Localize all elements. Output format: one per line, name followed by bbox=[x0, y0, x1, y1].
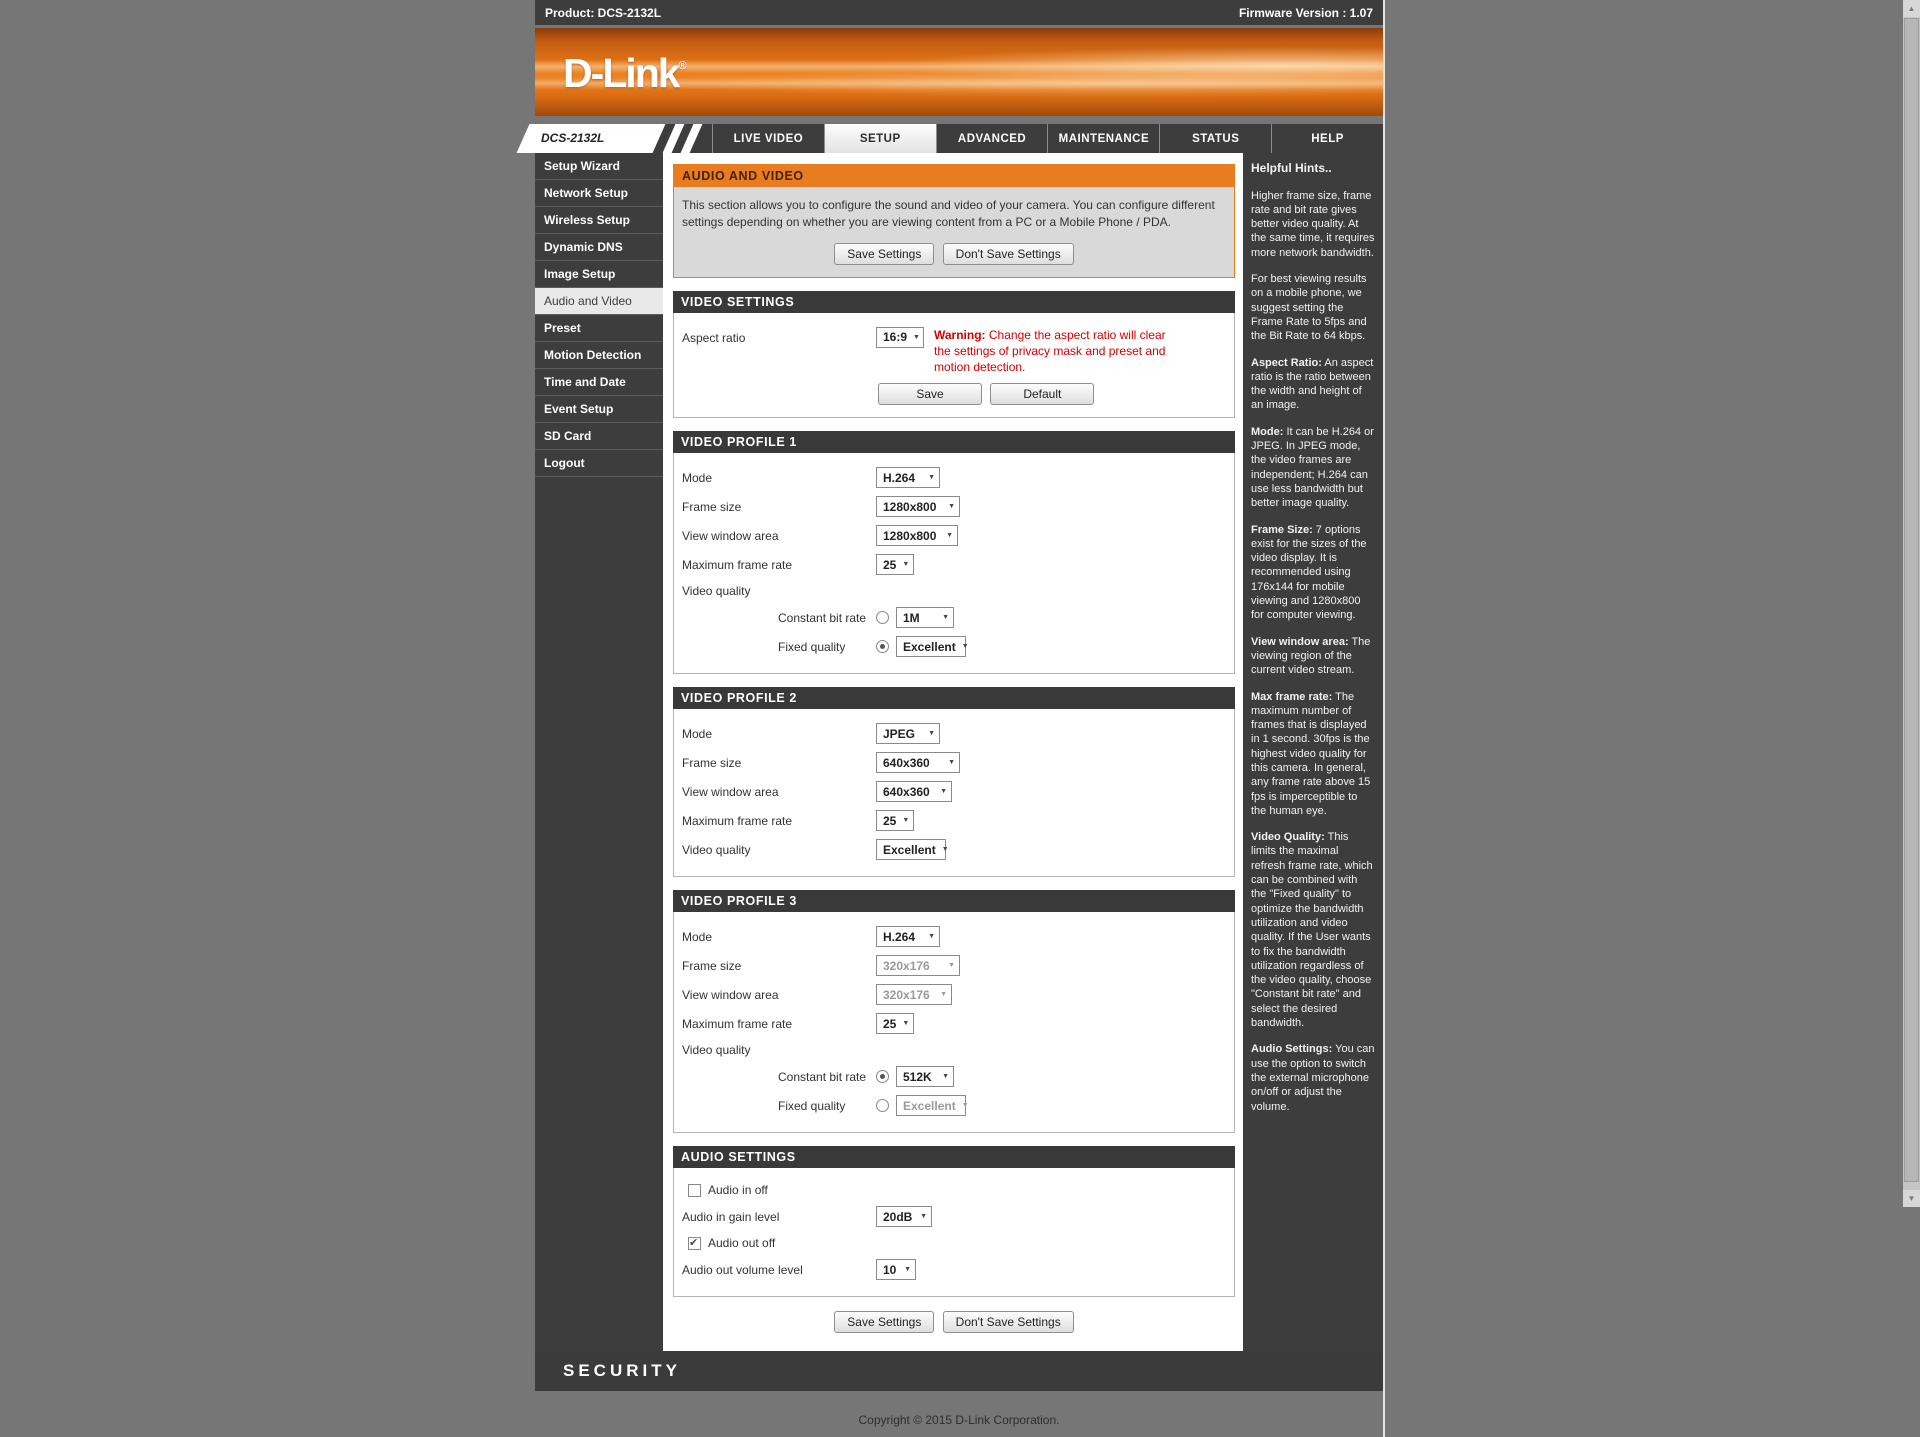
fixed-quality-value: Excellent bbox=[903, 1098, 956, 1113]
video-quality-row bbox=[680, 1038, 1228, 1062]
video-quality-label: Video quality bbox=[682, 842, 751, 857]
view-window-value: 1280x800 bbox=[883, 528, 937, 543]
aspect-ratio-row bbox=[680, 323, 1228, 380]
video-profile-2-body bbox=[673, 709, 1235, 877]
max-frame-rate-label: Maximum frame rate bbox=[682, 557, 793, 572]
p3-constant-bit-rate-select[interactable] bbox=[896, 1066, 954, 1087]
main-area bbox=[535, 153, 1383, 1351]
dropdown-arrow-icon: ▼ bbox=[928, 474, 935, 482]
audio-in-gain-label: Audio in gain level bbox=[682, 1209, 780, 1224]
audio-in-off-label: Audio in off bbox=[708, 1183, 768, 1198]
view-window-row bbox=[680, 980, 1228, 1009]
video-quality-label: Video quality bbox=[682, 584, 751, 599]
warning-lead: Warning: bbox=[934, 327, 986, 342]
constant-bit-rate-row bbox=[680, 1062, 1228, 1091]
video-quality-row bbox=[680, 579, 1228, 603]
tab-advanced[interactable]: ADVANCED bbox=[936, 124, 1048, 153]
audio-out-volume-select[interactable] bbox=[876, 1259, 916, 1280]
section-title: VIDEO SETTINGS bbox=[673, 291, 1235, 313]
hint-text: For best viewing results on a mobile phone, we suggest setting the Frame Rate to 5fps and the Bit Rate to 64 kbps. bbox=[1251, 273, 1367, 343]
view-window-value: 640x360 bbox=[883, 784, 930, 799]
fixed-quality-row bbox=[680, 632, 1228, 661]
audio-in-gain-row bbox=[680, 1202, 1228, 1231]
hint-text: The viewing region of the current video stream. bbox=[1251, 635, 1371, 677]
sidebar-menu bbox=[535, 153, 663, 1351]
vertical-scrollbar[interactable] bbox=[1903, 0, 1920, 1207]
dropdown-arrow-icon: ▼ bbox=[961, 643, 969, 651]
model-zone bbox=[535, 124, 712, 153]
p3-constant-bit-rate-radio[interactable] bbox=[876, 1070, 889, 1083]
hint-paragraph bbox=[1251, 635, 1375, 678]
sidebar-item-time-and-date[interactable]: Time and Date bbox=[535, 369, 663, 396]
p1-constant-bit-rate-select[interactable] bbox=[896, 607, 954, 628]
main-nav bbox=[535, 124, 1383, 153]
audio-out-off-checkbox[interactable] bbox=[688, 1237, 701, 1250]
hint-paragraph bbox=[1251, 690, 1375, 819]
model-name: DCS-2132L bbox=[541, 131, 605, 145]
audio-out-volume-label: Audio out volume level bbox=[682, 1262, 803, 1277]
dropdown-arrow-icon: ▼ bbox=[902, 817, 910, 825]
fixed-quality-value: Excellent bbox=[903, 639, 956, 654]
mode-label: Mode bbox=[682, 470, 713, 485]
fixed-quality-label: Fixed quality bbox=[778, 639, 846, 654]
mode-value: JPEG bbox=[883, 726, 916, 741]
p1-max-frame-rate-select[interactable] bbox=[876, 554, 914, 575]
stripe-decor bbox=[681, 124, 703, 153]
section-title: VIDEO PROFILE 3 bbox=[673, 890, 1235, 912]
p1-fixed-quality-select[interactable] bbox=[896, 636, 969, 657]
intro-buttons bbox=[682, 243, 1226, 265]
sidebar-item-wireless-setup[interactable]: Wireless Setup bbox=[535, 207, 663, 234]
sidebar-item-audio-and-video[interactable]: Audio and Video bbox=[535, 288, 663, 315]
p3-view-window-select[interactable] bbox=[876, 984, 952, 1005]
constant-bit-rate-label: Constant bit rate bbox=[778, 610, 867, 625]
view-window-label: View window area bbox=[682, 987, 779, 1002]
video-profile-1-body bbox=[673, 453, 1235, 674]
dropdown-arrow-icon: ▼ bbox=[920, 1213, 927, 1221]
tab-status[interactable]: STATUS bbox=[1159, 124, 1271, 153]
audio-out-off-row bbox=[680, 1231, 1228, 1255]
helpful-hints-panel bbox=[1243, 153, 1383, 1351]
gain-value: 20dB bbox=[883, 1209, 913, 1224]
title-bar bbox=[535, 0, 1383, 25]
footer-bar bbox=[535, 1351, 1383, 1391]
audio-out-volume-row bbox=[680, 1255, 1228, 1284]
p1-constant-bit-rate-radio[interactable] bbox=[876, 611, 889, 624]
constant-bit-rate-value: 512K bbox=[903, 1069, 932, 1084]
hint-lead: View window area: bbox=[1251, 635, 1349, 648]
section-video-profile-2 bbox=[673, 687, 1235, 877]
constant-bit-rate-label: Constant bit rate bbox=[778, 1069, 867, 1084]
sidebar-item-preset[interactable]: Preset bbox=[535, 315, 663, 342]
aspect-ratio-select[interactable] bbox=[876, 327, 924, 348]
audio-in-off-checkbox[interactable] bbox=[688, 1184, 701, 1197]
constant-bit-rate-value: 1M bbox=[903, 610, 920, 625]
scroll-up-arrow-icon[interactable]: ▲ bbox=[1903, 0, 1920, 17]
mode-row bbox=[680, 463, 1228, 492]
scrollbar-thumb[interactable] bbox=[1904, 18, 1919, 1182]
max-frame-rate-row bbox=[680, 1009, 1228, 1038]
hint-paragraph bbox=[1251, 1042, 1375, 1113]
hint-lead: Mode: bbox=[1251, 425, 1284, 438]
dropdown-arrow-icon: ▼ bbox=[941, 846, 949, 854]
dlink-logo bbox=[563, 50, 687, 97]
aspect-default-button[interactable]: Default bbox=[990, 383, 1094, 405]
p1-frame-size-select[interactable] bbox=[876, 496, 960, 517]
bottom-save-settings-button[interactable]: Save Settings bbox=[834, 1311, 934, 1333]
dont-save-settings-button[interactable]: Don't Save Settings bbox=[943, 243, 1074, 265]
frame-size-row bbox=[680, 951, 1228, 980]
hint-lead: Video Quality: bbox=[1251, 831, 1325, 844]
save-settings-button[interactable]: Save Settings bbox=[834, 243, 934, 265]
p3-frame-size-select[interactable] bbox=[876, 955, 960, 976]
video-quality-row bbox=[680, 835, 1228, 864]
dropdown-arrow-icon: ▼ bbox=[961, 1102, 969, 1110]
sidebar-item-logout[interactable]: Logout bbox=[535, 450, 663, 477]
hint-text: It can be H.264 or JPEG. In JPEG mode, the video frames are independent; H.264 can use less bandwidth but better image quality. bbox=[1251, 425, 1374, 510]
hint-paragraph bbox=[1251, 189, 1375, 260]
frame-size-row bbox=[680, 492, 1228, 521]
dropdown-arrow-icon: ▼ bbox=[942, 614, 949, 622]
firmware-label: Firmware Version : 1.07 bbox=[1238, 5, 1373, 20]
dropdown-arrow-icon: ▼ bbox=[928, 933, 935, 941]
p1-fixed-quality-radio[interactable] bbox=[876, 640, 889, 653]
video-settings-buttons bbox=[680, 383, 1228, 405]
view-window-row bbox=[680, 521, 1228, 550]
p1-view-window-select[interactable] bbox=[876, 525, 958, 546]
hint-lead: Max frame rate: bbox=[1251, 690, 1333, 703]
mode-label: Mode bbox=[682, 726, 713, 741]
constant-bit-rate-row bbox=[680, 603, 1228, 632]
max-frame-rate-row bbox=[680, 806, 1228, 835]
sidebar-item-dynamic-dns[interactable]: Dynamic DNS bbox=[535, 234, 663, 261]
dropdown-arrow-icon: ▼ bbox=[946, 532, 953, 540]
max-frame-rate-value: 25 bbox=[883, 1016, 897, 1031]
sidebar-item-network-setup[interactable]: Network Setup bbox=[535, 180, 663, 207]
tab-live-video[interactable]: LIVE VIDEO bbox=[712, 124, 824, 153]
dropdown-arrow-icon: ▼ bbox=[948, 503, 955, 511]
p2-video-quality-select[interactable] bbox=[876, 839, 949, 860]
max-frame-rate-label: Maximum frame rate bbox=[682, 813, 793, 828]
hints-title: Helpful Hints.. bbox=[1251, 161, 1332, 175]
max-frame-rate-label: Maximum frame rate bbox=[682, 1016, 793, 1031]
sidebar-item-event-setup[interactable]: Event Setup bbox=[535, 396, 663, 423]
section-audio-settings bbox=[673, 1146, 1235, 1297]
tab-maintenance[interactable]: MAINTENANCE bbox=[1047, 124, 1159, 153]
frame-size-value: 320x176 bbox=[883, 958, 930, 973]
view-window-label: View window area bbox=[682, 784, 779, 799]
p3-mode-select[interactable] bbox=[876, 926, 940, 947]
sidebar-item-setup-wizard[interactable]: Setup Wizard bbox=[535, 153, 663, 180]
hint-lead: Aspect Ratio: bbox=[1251, 356, 1322, 369]
max-frame-rate-value: 25 bbox=[883, 557, 897, 572]
hint-text: 7 options exist for the sizes of the video display. It is recommended using 176x144 for mobile viewing and 1280x800 for computer viewing. bbox=[1251, 523, 1367, 622]
mode-row bbox=[680, 719, 1228, 748]
section-video-profile-1 bbox=[673, 431, 1235, 674]
sidebar-item-motion-detection[interactable]: Motion Detection bbox=[535, 342, 663, 369]
section-title: AUDIO AND VIDEO bbox=[674, 165, 1234, 187]
mode-value: H.264 bbox=[883, 470, 916, 485]
video-settings-body bbox=[673, 313, 1235, 419]
audio-settings-body bbox=[673, 1168, 1235, 1297]
frame-size-label: Frame size bbox=[682, 499, 742, 514]
p3-fixed-quality-radio[interactable] bbox=[876, 1099, 889, 1112]
hint-text: An aspect ratio is the ratio between the width and height of an image. bbox=[1251, 356, 1374, 412]
video-profile-3-body bbox=[673, 912, 1235, 1133]
bottom-dont-save-settings-button[interactable]: Don't Save Settings bbox=[943, 1311, 1074, 1333]
frame-size-label: Frame size bbox=[682, 755, 742, 770]
brand-banner bbox=[535, 28, 1383, 116]
aspect-save-button[interactable]: Save bbox=[878, 383, 982, 405]
section-video-profile-3 bbox=[673, 890, 1235, 1133]
security-label: SECURITY bbox=[563, 1361, 681, 1381]
volume-value: 10 bbox=[883, 1262, 897, 1277]
dropdown-arrow-icon: ▼ bbox=[928, 730, 935, 738]
aspect-ratio-value: 16:9 bbox=[883, 330, 908, 345]
copyright: Copyright © 2015 D-Link Corporation. bbox=[858, 1413, 1060, 1428]
section-audio-and-video bbox=[673, 164, 1235, 278]
aspect-ratio-label: Aspect ratio bbox=[682, 330, 746, 345]
view-window-value: 320x176 bbox=[883, 987, 930, 1002]
dropdown-arrow-icon: ▼ bbox=[902, 1020, 910, 1028]
intro-body bbox=[674, 187, 1234, 277]
view-window-row bbox=[680, 777, 1228, 806]
section-title: VIDEO PROFILE 1 bbox=[673, 431, 1235, 453]
bottom-buttons bbox=[673, 1311, 1235, 1333]
mode-label: Mode bbox=[682, 929, 713, 944]
view-window-label: View window area bbox=[682, 528, 779, 543]
sidebar-item-sd-card[interactable]: SD Card bbox=[535, 423, 663, 450]
audio-in-off-row bbox=[680, 1178, 1228, 1202]
logo-text: D-Link bbox=[563, 50, 679, 96]
audio-in-gain-select[interactable] bbox=[876, 1206, 932, 1227]
p1-mode-select[interactable] bbox=[876, 467, 940, 488]
dropdown-arrow-icon: ▼ bbox=[902, 561, 910, 569]
dropdown-arrow-icon: ▼ bbox=[940, 991, 947, 999]
registered-mark: ® bbox=[678, 60, 687, 72]
section-title: VIDEO PROFILE 2 bbox=[673, 687, 1235, 709]
frame-size-value: 640x360 bbox=[883, 755, 930, 770]
fixed-quality-row bbox=[680, 1091, 1228, 1120]
hint-lead: Frame Size: bbox=[1251, 523, 1313, 536]
p3-max-frame-rate-select[interactable] bbox=[876, 1013, 914, 1034]
dropdown-arrow-icon: ▼ bbox=[942, 1073, 949, 1081]
p3-fixed-quality-select[interactable] bbox=[896, 1095, 969, 1116]
mode-value: H.264 bbox=[883, 929, 916, 944]
section-video-settings bbox=[673, 291, 1235, 419]
hint-paragraph bbox=[1251, 425, 1375, 511]
video-quality-label: Video quality bbox=[682, 1043, 751, 1058]
p2-mode-select[interactable] bbox=[876, 723, 940, 744]
dropdown-arrow-icon: ▼ bbox=[904, 1266, 911, 1274]
hint-text: Higher frame size, frame rate and bit rate gives better video quality. At the same time, it requires more network bandwidth. bbox=[1251, 189, 1375, 259]
section-title: AUDIO SETTINGS bbox=[673, 1146, 1235, 1168]
video-quality-value: Excellent bbox=[883, 842, 936, 857]
frame-size-row bbox=[680, 748, 1228, 777]
mode-row bbox=[680, 922, 1228, 951]
product-label: Product: DCS-2132L bbox=[545, 5, 662, 20]
hint-paragraph bbox=[1251, 272, 1375, 343]
scroll-down-arrow-icon[interactable]: ▼ bbox=[1903, 1190, 1920, 1207]
fixed-quality-label: Fixed quality bbox=[778, 1098, 846, 1113]
p2-frame-size-select[interactable] bbox=[876, 752, 960, 773]
intro-description: This section allows you to configure the sound and video of your camera. You can configure different settings depending on whether you are viewing content from a PC or a Mobile Phone / PDA. bbox=[682, 198, 1215, 229]
p2-max-frame-rate-select[interactable] bbox=[876, 810, 914, 831]
tab-help[interactable]: HELP bbox=[1271, 124, 1383, 153]
frame-size-value: 1280x800 bbox=[883, 499, 937, 514]
dropdown-arrow-icon: ▼ bbox=[948, 759, 955, 767]
sidebar-item-image-setup[interactable]: Image Setup bbox=[535, 261, 663, 288]
p2-view-window-select[interactable] bbox=[876, 781, 952, 802]
dropdown-arrow-icon: ▼ bbox=[948, 962, 955, 970]
hint-text: This limits the maximal refresh frame rate, which can be combined with the "Fixed quality" to optimize the bandwidth utilization and video quality. If the User wants to fix the bandwidth utilization regardless of the video quality, choose "Constant bit rate" and select the desired bandwidth. bbox=[1251, 831, 1373, 1030]
audio-out-off-label: Audio out off bbox=[708, 1236, 776, 1251]
dropdown-arrow-icon: ▼ bbox=[940, 788, 947, 796]
tab-setup[interactable]: SETUP bbox=[824, 124, 936, 153]
aspect-ratio-warning bbox=[934, 327, 1172, 376]
content-panel bbox=[663, 153, 1243, 1351]
frame-size-label: Frame size bbox=[682, 958, 742, 973]
dropdown-arrow-icon: ▼ bbox=[913, 333, 920, 341]
warning-text: Change the aspect ratio will clear the settings of privacy mask and preset and motion detection. bbox=[934, 327, 1166, 374]
max-frame-rate-value: 25 bbox=[883, 813, 897, 828]
hint-lead: Audio Settings: bbox=[1251, 1043, 1333, 1056]
app-window bbox=[535, 0, 1385, 1437]
hint-paragraph bbox=[1251, 830, 1375, 1030]
hint-text: You can use the option to switch the external microphone on/off or adjust the volume. bbox=[1251, 1043, 1375, 1113]
hint-text: The maximum number of frames that is displayed in 1 second. 30fps is the highest video quality for this camera. In general, any frame rate above 15 fps is imperceptible to the human eye. bbox=[1251, 690, 1371, 817]
hint-paragraph bbox=[1251, 356, 1375, 413]
max-frame-rate-row bbox=[680, 550, 1228, 579]
hint-paragraph bbox=[1251, 523, 1375, 623]
